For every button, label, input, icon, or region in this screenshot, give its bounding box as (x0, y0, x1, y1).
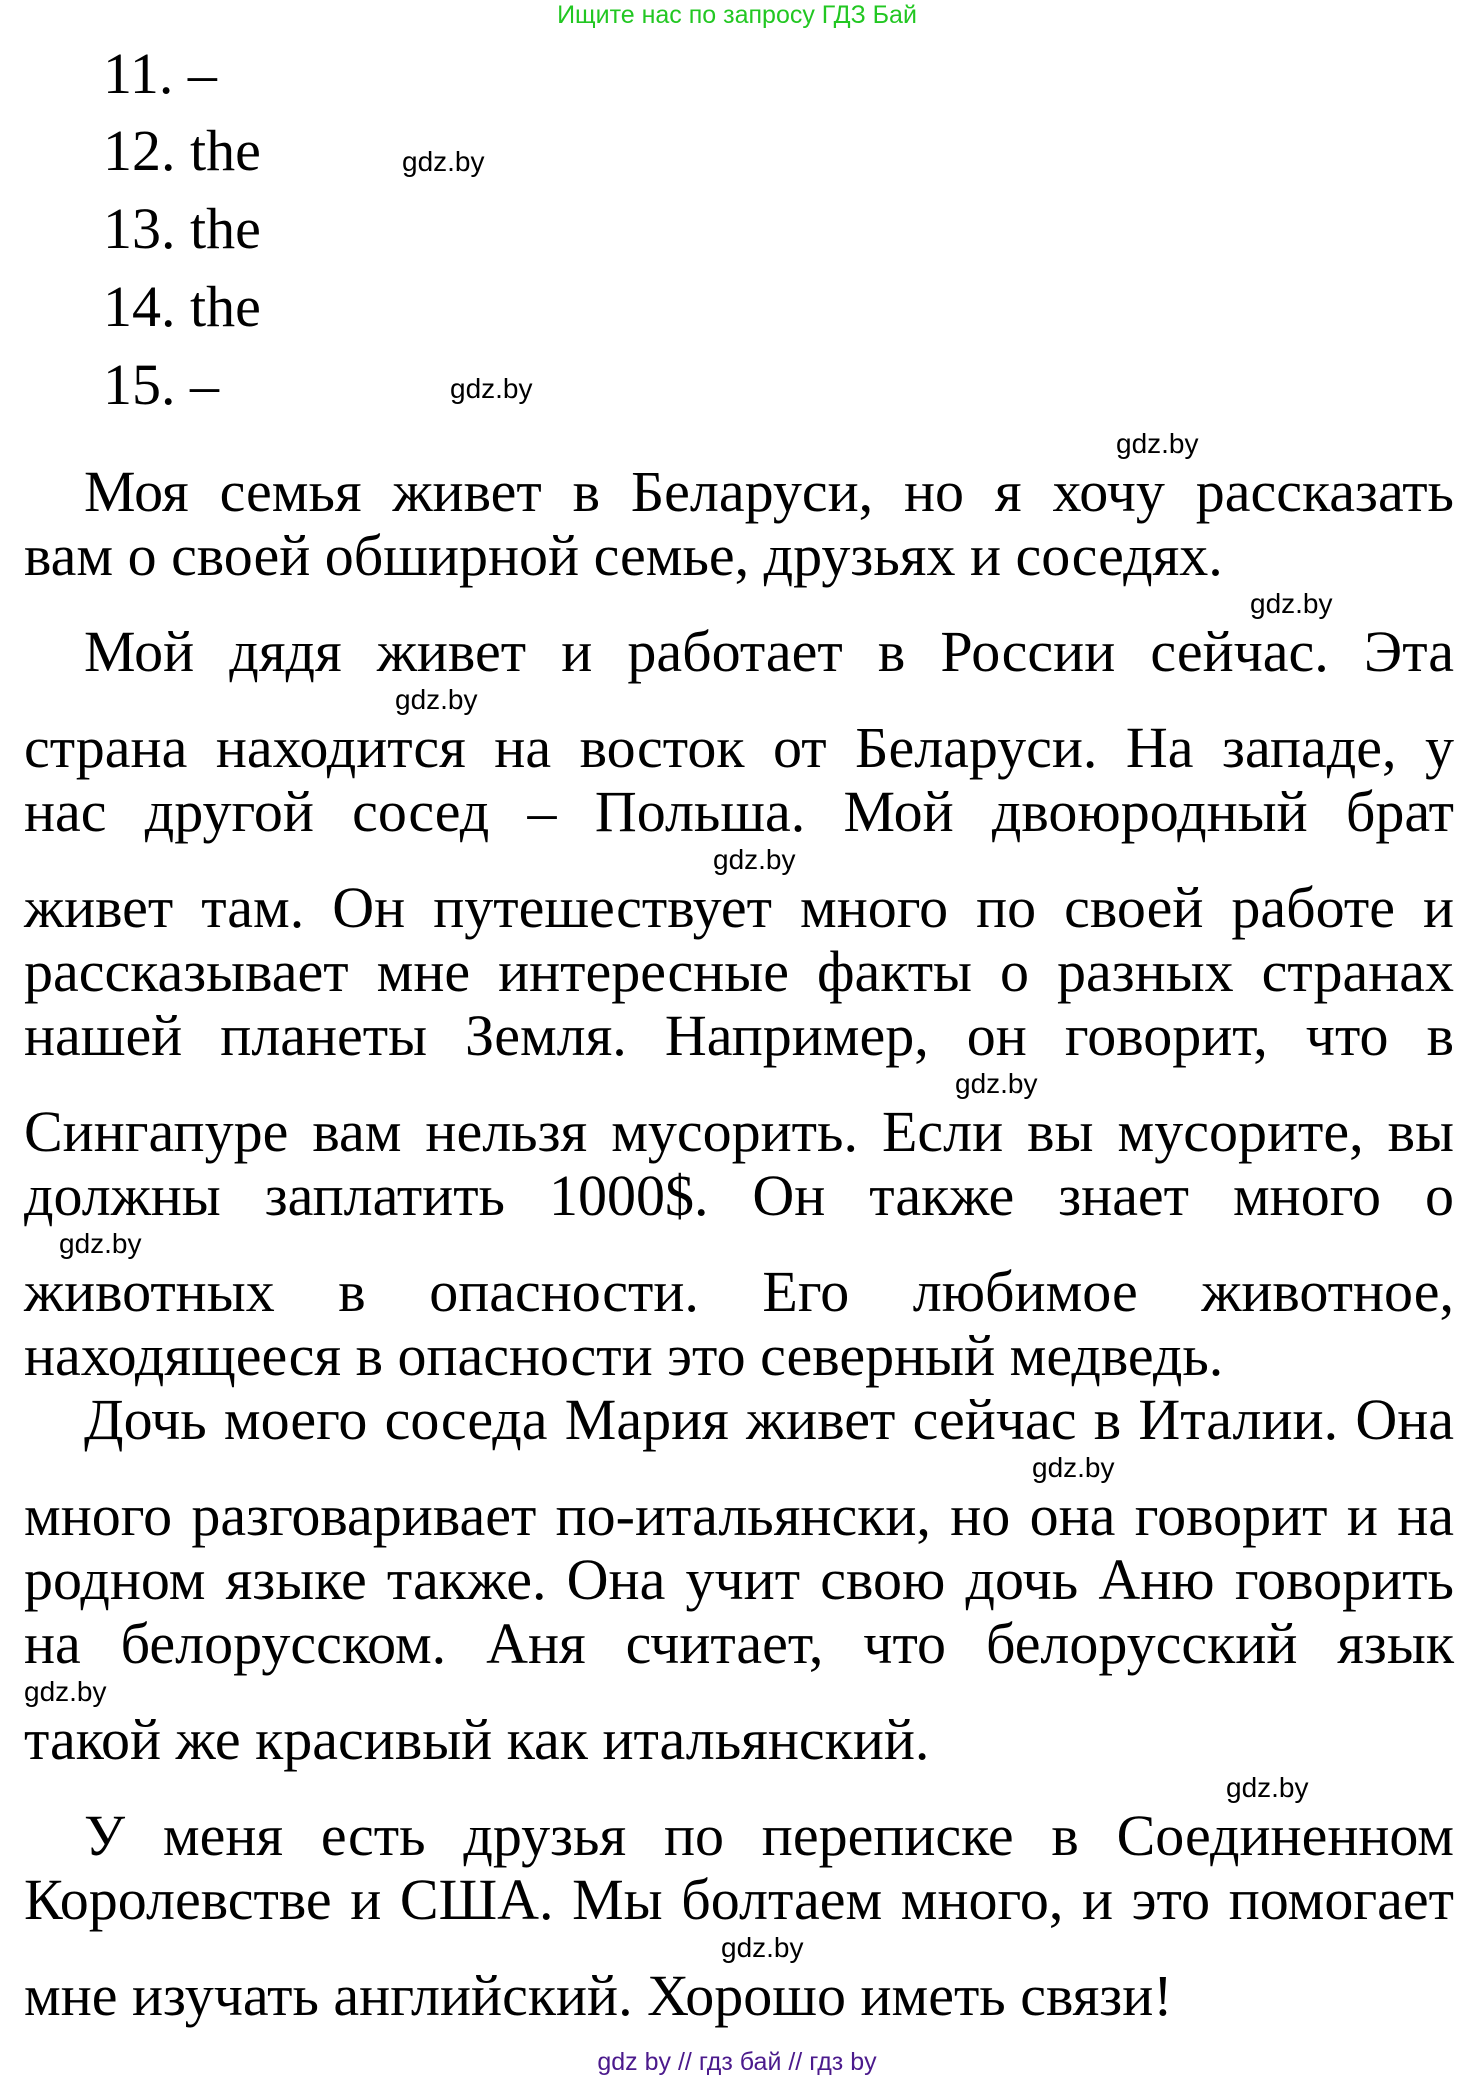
text-line (24, 1612, 1454, 1676)
answer-value: the (190, 196, 261, 261)
text-line (24, 460, 1454, 524)
text-line (24, 780, 1454, 844)
text-line-content: Дочь моего соседа Мария живет сейчас в Италии. Она (84, 1387, 1454, 1452)
text-line (24, 620, 1454, 684)
header-banner: Ищите нас по запросу ГДЗ Бай (557, 1, 917, 29)
watermark: gdz.by (24, 1676, 107, 1707)
answer-number: 13. (103, 196, 176, 261)
text-line (24, 1964, 1454, 2028)
text-line (24, 1164, 1454, 1228)
text-line (24, 1100, 1454, 1164)
text-line (24, 1804, 1454, 1868)
text-line (24, 1388, 1454, 1452)
footer-banner: gdz by // гдз бай // гдз by (597, 2048, 877, 2076)
text-line-content: У меня есть друзья по переписке в Соединенном (84, 1803, 1454, 1868)
text-line-content: родном языке также. Она учит свою дочь Аню говорить (24, 1547, 1454, 1612)
text-line-content: Сингапуре вам нельзя мусорить. Если вы мусорите, вы (24, 1099, 1454, 1164)
text-line-content: животных в опасности. Его любимое животное, (24, 1259, 1454, 1324)
watermark-row (24, 1228, 1454, 1260)
answer-number: 11. (103, 41, 174, 106)
text-line (24, 524, 1454, 588)
text-line-content: Моя семья живет в Беларуси, но я хочу рассказать (84, 459, 1454, 524)
answer-item (103, 112, 261, 190)
watermark-row (24, 684, 1454, 716)
text-line-content: Мой дядя живет и работает в России сейчас. Эта (84, 619, 1454, 684)
text-line-content: живет там. Он путешествует много по своей работе и (24, 875, 1454, 940)
watermark: gdz.by (721, 1932, 804, 1963)
text-line (24, 1548, 1454, 1612)
text-line (24, 1868, 1454, 1932)
text-line-content: на белорусском. Аня считает, что белорусский язык (24, 1611, 1454, 1676)
watermark: gdz.by (1116, 428, 1199, 459)
text-line-content: Королевстве и США. Мы болтаем много, и это помогает (24, 1867, 1454, 1932)
text-line-content: мне изучать английский. Хорошо иметь связи! (24, 1963, 1173, 2028)
text-line-content: рассказывает мне интересные факты о разных странах (24, 939, 1454, 1004)
answer-value: the (190, 118, 261, 183)
answer-number: 12. (103, 118, 176, 183)
text-line (24, 1484, 1454, 1548)
answer-value: the (190, 274, 261, 339)
text-line (24, 716, 1454, 780)
translation-text (24, 428, 1454, 2028)
watermark-row (24, 1452, 1454, 1484)
watermark: gdz.by (59, 1228, 142, 1259)
text-line-content: такой же красивый как итальянский. (24, 1707, 930, 1772)
text-line-content: нас другой сосед – Польша. Мой двоюродный брат (24, 779, 1454, 844)
text-line-content: должны заплатить 1000$. Он также знает много о (24, 1163, 1454, 1228)
answer-number: 14. (103, 274, 176, 339)
watermark: gdz.by (402, 146, 485, 177)
answer-item (103, 190, 261, 268)
answer-item (103, 268, 261, 346)
watermark: gdz.by (1226, 1772, 1309, 1803)
text-line (24, 876, 1454, 940)
watermark-row (24, 1068, 1454, 1100)
answer-value: – (187, 41, 217, 106)
watermark: gdz.by (713, 844, 796, 875)
watermark-row (24, 1772, 1454, 1804)
text-line-content: нашей планеты Земля. Например, он говорит, что в (24, 1003, 1454, 1068)
watermark: gdz.by (450, 373, 533, 404)
watermark-row (24, 1676, 1454, 1708)
watermark: gdz.by (1250, 588, 1333, 619)
answer-number: 15. (103, 352, 176, 417)
watermark: gdz.by (1032, 1452, 1115, 1483)
watermark: gdz.by (955, 1068, 1038, 1099)
watermark: gdz.by (395, 684, 478, 715)
watermark-row (24, 1932, 1454, 1964)
answer-value: – (190, 352, 219, 417)
text-line (24, 1004, 1454, 1068)
text-line (24, 1260, 1454, 1324)
text-line (24, 1324, 1454, 1388)
text-line (24, 1708, 1454, 1772)
watermark-row (24, 428, 1454, 460)
answer-item (103, 35, 217, 113)
answer-item (103, 346, 219, 424)
watermark-row (24, 588, 1454, 620)
text-line-content: страна находится на восток от Беларуси. На западе, у (24, 715, 1454, 780)
text-line (24, 940, 1454, 1004)
text-line-content: находящееся в опасности это северный медведь. (24, 1323, 1224, 1388)
text-line-content: много разговаривает по-итальянски, но она говорит и на (24, 1483, 1454, 1548)
text-line-content: вам о своей обширной семье, друзьях и соседях. (24, 523, 1223, 588)
watermark-row (24, 844, 1454, 876)
